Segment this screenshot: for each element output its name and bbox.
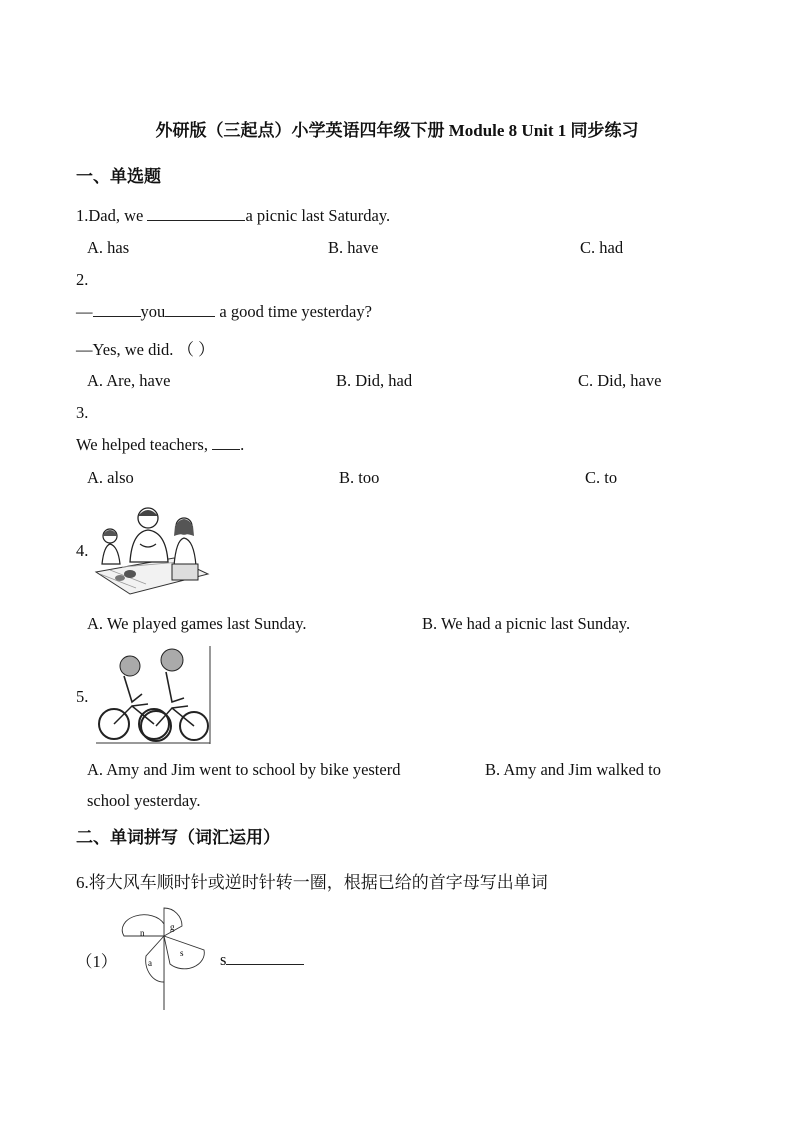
page-title: 外研版（三起点）小学英语四年级下册 Module 8 Unit 1 同步练习 — [155, 121, 639, 140]
q6-sub-label: （1） — [76, 952, 118, 971]
question-4-number: 4. — [76, 541, 89, 560]
question-3-stem — [76, 435, 244, 455]
question-5-number: 5. — [76, 687, 89, 706]
pinwheel-letter-n: n — [140, 928, 145, 938]
answer-blank — [93, 302, 141, 317]
question-3-text: We helped teachers, — [76, 435, 213, 454]
q5-option-a: A. Amy and Jim went to school by bike yesterd — [87, 760, 401, 779]
question-6-stem: 6.将大风车顺时针或逆时针转一圈，根据已给的首字母写出单词 — [76, 873, 548, 892]
q1-option-a: A. has — [87, 238, 130, 257]
q3-option-c: C. to — [585, 468, 618, 487]
q5-option-b: B. Amy and Jim walked to — [485, 760, 661, 779]
question-1-prefix: 1.Dad, we — [76, 206, 148, 225]
question-3-period: . — [240, 435, 245, 454]
answer-blank — [165, 302, 215, 317]
q3-option-a: A. also — [87, 468, 134, 487]
q3-option-b: B. too — [339, 468, 380, 487]
q2-option-b: B. Did, had — [336, 371, 413, 390]
answer-blank — [212, 435, 240, 450]
question-2-line-2: —Yes, we did. （ ） — [76, 340, 215, 359]
question-1-suffix: a picnic last Saturday. — [245, 206, 391, 225]
q5-option-b-continued: school yesterday. — [87, 791, 201, 810]
question-2-rest: a good time yesterday? — [215, 302, 372, 321]
dash: — — [76, 302, 93, 321]
q1-option-b: B. have — [328, 238, 379, 257]
question-3-number: 3. — [76, 403, 89, 422]
pinwheel-letter-g: g — [170, 922, 175, 932]
section-heading-spelling: 二、单词拼写（词汇运用） — [76, 828, 280, 847]
q2-option-c: C. Did, have — [578, 371, 662, 390]
question-1-stem — [76, 206, 390, 226]
answer-blank — [226, 950, 304, 965]
q6-answer-line — [220, 950, 304, 970]
q4-option-b: B. We had a picnic last Sunday. — [422, 614, 631, 633]
pinwheel-diagram — [118, 906, 210, 1010]
answer-blank — [147, 206, 245, 221]
bike-riding-illustration — [96, 646, 212, 744]
question-2-you: you — [140, 302, 166, 321]
section-heading-single-choice: 一、单选题 — [76, 167, 161, 186]
question-2-line-1 — [76, 302, 372, 322]
q2-option-a: A. Are, have — [87, 371, 171, 390]
pinwheel-letter-a: a — [148, 958, 152, 968]
pinwheel-letter-s: s — [180, 948, 184, 958]
q1-option-c: C. had — [580, 238, 624, 257]
q4-option-a: A. We played games last Sunday. — [87, 614, 307, 633]
question-2-number: 2. — [76, 270, 89, 289]
picnic-illustration — [90, 502, 214, 596]
answer-prefix: s — [220, 950, 227, 969]
